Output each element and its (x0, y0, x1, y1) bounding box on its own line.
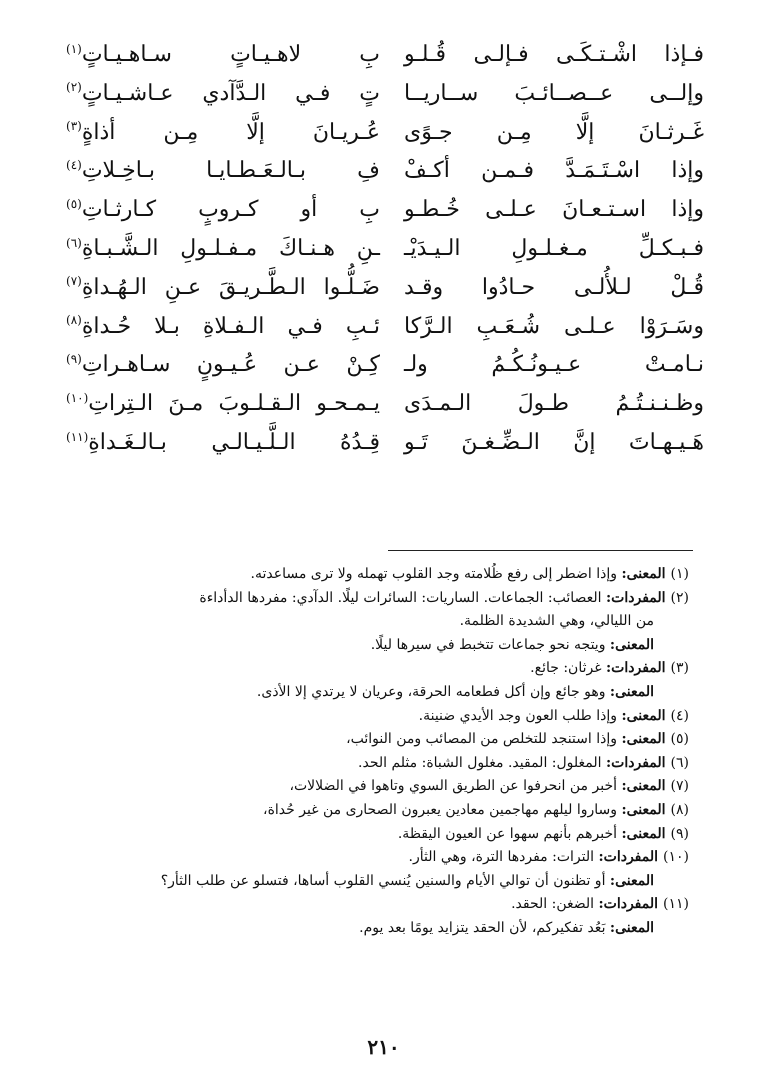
verse-first-hemistich: وإلــى عــصــائـبَ ســاريــا (404, 80, 704, 106)
footnote-number: (١١) (663, 896, 689, 913)
verse-first-hemistich: وسَـرَوْا عـلـى شُـعَـبِ الـرَّكا (404, 313, 704, 339)
verse-second-hemistich-text: تٍ فـي الـدَّآدي عـاشـيـاتٍ (81, 80, 380, 106)
footnote-label: المفردات: (606, 589, 666, 606)
footnote-number: (٧) (670, 778, 689, 795)
verse-first-hemistich: قُـلْ لـلأُلـى حـادُوا وقـد (404, 274, 704, 300)
footnote-line (64, 870, 689, 894)
verse-second-hemistich-text: ـنِ هـنـاكَ مـفـلـولِ الـشَّـبـاةِ (81, 235, 380, 261)
footnote-text: أخبر من انحرفوا عن الطريق السوي وتاهوا في الضلالات، (289, 778, 617, 795)
footnotes (64, 563, 689, 941)
verse-line (64, 424, 704, 463)
footnote-reference: (١٠) (66, 390, 89, 405)
footnote-text: من الليالي، وهي الشديدة الظلمة. (459, 613, 654, 630)
footnote-reference: (٣) (66, 119, 82, 134)
verse-second-hemistich-text: بِ أو كـروبٍ كـارثـاتِ (81, 197, 380, 223)
footnote-text: المغلول: المقيد. مغلول الشباة: مثلم الحد. (358, 754, 602, 771)
footnote-text: أخبرهم بأنهم سهوا عن العيون اليقظة. (397, 825, 617, 842)
footnote-label: المفردات: (606, 754, 666, 771)
page-number: ٢١٠ (367, 1035, 400, 1059)
footnote-label: المفردات: (598, 849, 659, 866)
verse-second-hemistich-text: كِـنْ عـن عُـيـونٍ سـاهـراتِ (81, 352, 380, 378)
verse-first-hemistich: نـامـتْ عـيـونُـكُـمُ ولـ (404, 352, 704, 378)
footnote-text: ويتجه نحو جماعات تتخبط في سيرها ليلًا. (370, 636, 606, 653)
verse-line (64, 191, 704, 230)
footnote-line (64, 610, 689, 634)
footnote-line (64, 775, 689, 799)
footnote-line (64, 634, 689, 658)
footnote-line (64, 752, 689, 776)
footnote-text: وهو جائع وإن أكل فطعامه الحرقة، وعريان لا يرتدي إلا الأذى. (256, 683, 606, 700)
verse-second-hemistich (64, 269, 380, 308)
footnote-label: المعنى: (609, 636, 654, 653)
verse-line (64, 346, 704, 385)
verse-first-hemistich: وظـنـنـتُـمُ طـولَ الـمـدَى (404, 391, 704, 417)
verse-second-hemistich-text: ضَـلُّـوا الـطَّـريـقَ عـنِ الـهُـداةِ (81, 274, 380, 300)
verse-second-hemistich-text: قِـدُهُ الـلَّـيـالـي بـالـغَـداةِ (88, 429, 380, 455)
verse-line (64, 36, 704, 75)
footnote-line (64, 728, 689, 752)
verse-first-hemistich: فـبـكـلِّ مـغـلـولِ الـيـدَيْـ (404, 235, 704, 261)
footnote-number: (١٠) (663, 849, 689, 866)
footnote-line (64, 681, 689, 705)
verse-line (64, 75, 704, 114)
footnote-text: الترات: مفردها الترة، وهي الثأر. (408, 849, 595, 866)
verse-line (64, 114, 704, 153)
footnote-text: غرثان: جائع. (530, 660, 602, 677)
footnote-label: المعنى: (621, 825, 666, 842)
footnote-label: المعنى: (609, 683, 654, 700)
verse-second-hemistich (64, 114, 380, 153)
verse-first-hemistich: فـإذا اشْـتـكَـى فـإلـى قُـلـو (404, 42, 704, 67)
poem-verses (64, 36, 704, 463)
footnote-number: (١) (670, 566, 689, 582)
footnote-reference: (٤) (66, 158, 82, 173)
verse-second-hemistich (64, 230, 380, 269)
footnote-text: وإذا طلب العون وجد الأيدي ضنينة. (418, 707, 617, 724)
footnote-separator (388, 550, 693, 551)
verse-second-hemistich (64, 346, 380, 385)
footnote-line (64, 657, 689, 681)
footnote-number: (٩) (670, 825, 689, 842)
footnote-line (64, 563, 689, 587)
footnote-label: المعنى: (621, 707, 666, 724)
footnote-label: المفردات: (606, 660, 666, 677)
footnote-number: (٨) (670, 801, 689, 818)
footnote-reference: (٦) (66, 235, 82, 250)
verse-second-hemistich (64, 308, 380, 347)
verse-second-hemistich-text: ئـبِ فـي الـفـلاةِ بـلا حُـداةِ (81, 313, 380, 339)
footnote-line (64, 823, 689, 847)
verse-second-hemistich (64, 36, 380, 75)
footnote-line (64, 846, 689, 870)
footnote-text: أو تظنون أن توالي الأيام والسنين يُنسي القلوب أساها، فتسلو عن طلب الثأر؟ (160, 872, 606, 889)
footnote-label: المعنى: (621, 566, 666, 582)
footnote-text: بَعُد تفكيركم، لأن الحقد يتزايد يومًا بعد يوم. (359, 919, 606, 936)
footnote-line (64, 799, 689, 823)
footnote-line (64, 917, 689, 941)
verse-line (64, 230, 704, 269)
footnote-number: (٣) (670, 660, 689, 677)
footnote-line (64, 587, 689, 611)
verse-second-hemistich (64, 191, 380, 230)
verse-first-hemistich: غَـرثـانَ إلَّا مِـن جـوًى (404, 119, 704, 145)
verse-second-hemistich (64, 424, 380, 463)
footnote-label: المعنى: (621, 731, 666, 748)
footnote-text: العصائب: الجماعات. الساريات: السائرات ليلًا. الدآدي: مفردها الدأداءة (199, 589, 602, 606)
footnote-reference: (١١) (66, 429, 89, 444)
verse-first-hemistich: هَـيـهـاتَ إنَّ الـضِّـغـنَ تَـو (404, 429, 704, 455)
verse-second-hemistich (64, 75, 380, 114)
footnote-reference: (٥) (66, 196, 82, 211)
verse-second-hemistich (64, 152, 380, 191)
verse-second-hemistich-text: فِ بـالـعَـطـايـا بـاخِـلاتِ (81, 158, 380, 184)
footnote-text: وساروا ليلهم مهاجمين معادين يعبرون الصحارى من غير حُداة، (263, 801, 617, 818)
verse-line (64, 385, 704, 424)
footnote-reference: (٩) (66, 352, 82, 367)
verse-first-hemistich: وإذا اسـتـعـانَ عـلـى خُـطـو (404, 197, 704, 223)
verse-second-hemistich (64, 385, 380, 424)
verse-second-hemistich-text: يـمـحـو الـقـلـوبَ مـنَ الـتِراتِ (88, 391, 380, 417)
footnote-line (64, 893, 689, 917)
footnote-label: المعنى: (609, 919, 654, 936)
verse-line (64, 308, 704, 347)
verse-line (64, 269, 704, 308)
footnote-label: المعنى: (621, 801, 666, 818)
verse-line (64, 152, 704, 191)
verse-first-hemistich: وإذا اسْـتَـمَـدَّ فـمـن أكـفْ (404, 158, 704, 184)
footnote-text: وإذا اضطر إلى رفع ظُلامته وجد القلوب تهمله ولا ترى مساعدته. (250, 566, 617, 582)
footnote-number: (٢) (670, 589, 689, 606)
footnote-number: (٦) (670, 754, 689, 771)
footnote-reference: (٨) (66, 313, 82, 328)
footnote-text: وإذا استنجد للتخلص من المصائب ومن النوائب، (346, 731, 617, 748)
verse-second-hemistich-text: عُـريـانَ إلَّا مِـن أذاةٍ (81, 119, 380, 145)
footnote-label: المفردات: (598, 896, 659, 913)
footnote-label: المعنى: (609, 872, 654, 889)
footnote-label: المعنى: (621, 778, 666, 795)
footnote-number: (٥) (670, 731, 689, 748)
footnote-reference: (٧) (66, 274, 82, 289)
footnote-reference: (١) (66, 41, 82, 56)
verse-second-hemistich-text: بِ لاهـيـاتٍ سـاهـيـاتٍ (81, 42, 380, 67)
footnote-text: الضغن: الحقد. (511, 896, 595, 913)
footnote-reference: (٢) (66, 80, 82, 95)
footnote-number: (٤) (670, 707, 689, 724)
footnote-line (64, 705, 689, 729)
